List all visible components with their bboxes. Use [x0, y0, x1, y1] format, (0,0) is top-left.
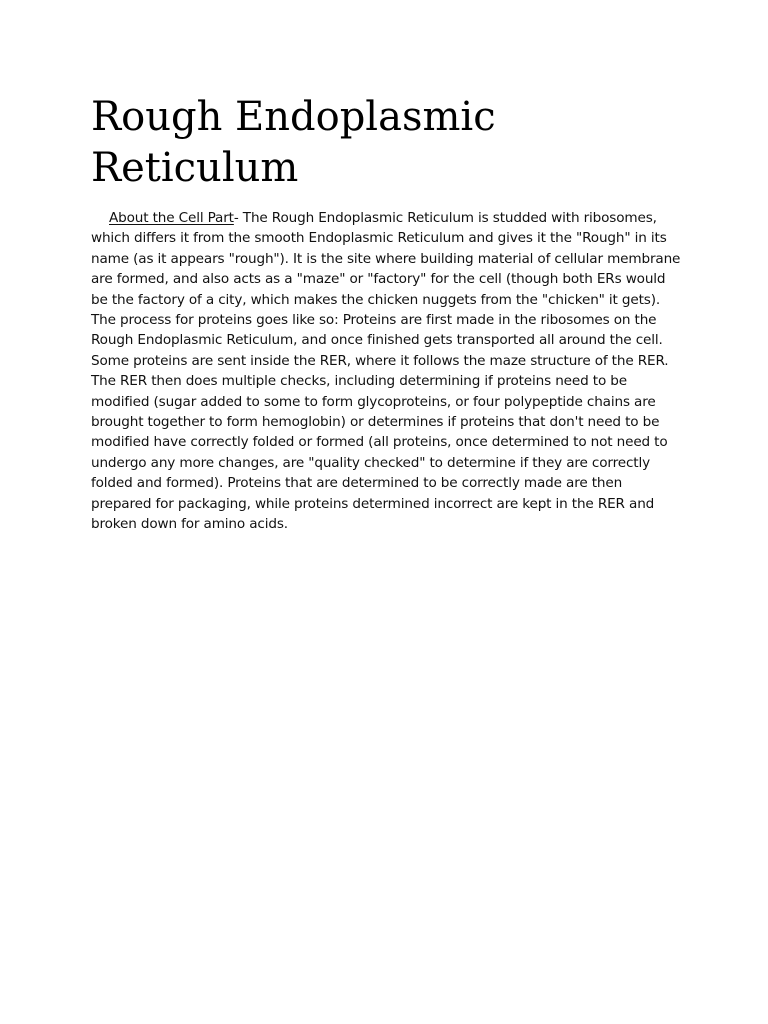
- page-title: Rough Endoplasmic Reticulum: [91, 94, 496, 191]
- section-lead-label: About the Cell Part: [109, 210, 234, 226]
- body-paragraph: [91, 208, 681, 535]
- body-text: - The Rough Endoplasmic Reticulum is studded with ribosomes, which differs it from the smooth Endoplasmic Reticulum and gives it the "Rough" in its name (as it appears "rough"). It is the site where building material of cellular membrane are formed, and also acts as a "maze" or "factory" for the cell (though both ERs would be the factory of a city, which makes the chicken nuggets from the "chicken" it gets). The process for proteins goes like so: Proteins are first made in the ribosomes on the Rough Endoplasmic Reticulum, and once finished gets transported all around the cell. Some proteins are sent inside the RER, where it follows the maze structure of the RER. The RER then does multiple checks, including determining if proteins need to be modified (sugar added to some to form glycoproteins, or four polypeptide chains are brought together to form hemoglobin) or determines if proteins that don't need to be modified have correctly folded or formed (all proteins, once determined to not need to undergo any more changes, are "quality checked" to determine if they are correctly folded and formed). Proteins that are determined to be correctly made are then prepared for packaging, while proteins determined incorrect are kept in the RER and broken down for amino acids.: [91, 210, 681, 533]
